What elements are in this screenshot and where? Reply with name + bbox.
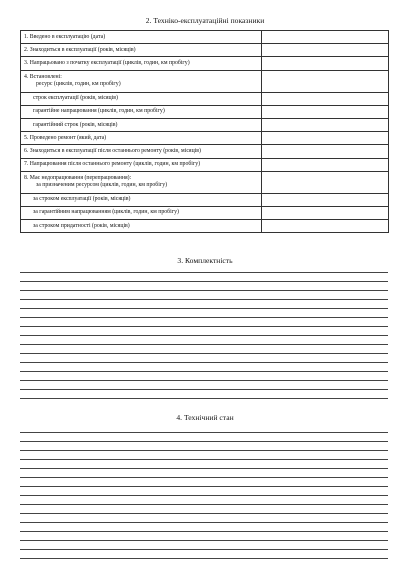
row-label: 8. Має недопрацювання (перепрацювання): bbox=[24, 175, 132, 182]
table-row bbox=[21, 132, 389, 145]
writing-line[interactable] bbox=[20, 299, 388, 300]
completeness-writing-lines[interactable] bbox=[20, 272, 388, 407]
table-row bbox=[21, 193, 389, 206]
writing-line[interactable] bbox=[20, 495, 388, 496]
row-label: за строком придатності (років, місяців) bbox=[21, 220, 262, 233]
table-row bbox=[21, 158, 389, 171]
value-cell[interactable] bbox=[262, 92, 389, 105]
table-row bbox=[21, 57, 389, 70]
writing-line[interactable] bbox=[20, 281, 388, 282]
writing-line[interactable] bbox=[20, 450, 388, 451]
writing-line[interactable] bbox=[20, 326, 388, 327]
writing-line[interactable] bbox=[20, 432, 388, 433]
writing-line[interactable] bbox=[20, 486, 388, 487]
value-cell[interactable] bbox=[262, 220, 389, 233]
row-label-group bbox=[21, 171, 262, 193]
writing-line[interactable] bbox=[20, 380, 388, 381]
table-row bbox=[21, 31, 389, 44]
writing-line[interactable] bbox=[20, 441, 388, 442]
writing-line[interactable] bbox=[20, 389, 388, 390]
writing-line[interactable] bbox=[20, 549, 388, 550]
table-row bbox=[21, 105, 389, 118]
writing-line[interactable] bbox=[20, 353, 388, 354]
writing-line[interactable] bbox=[20, 317, 388, 318]
writing-line[interactable] bbox=[20, 335, 388, 336]
row-sublabel: ресурс (циклів, годин, км пробігу) bbox=[36, 81, 121, 88]
writing-line[interactable] bbox=[20, 371, 388, 372]
value-cell[interactable] bbox=[262, 105, 389, 118]
value-cell[interactable] bbox=[262, 118, 389, 131]
section-4-title: 4. Технічний стан bbox=[176, 413, 234, 422]
writing-line[interactable] bbox=[20, 522, 388, 523]
writing-line[interactable] bbox=[20, 513, 388, 514]
writing-line[interactable] bbox=[20, 558, 388, 559]
section-3-title: 3. Комплектність bbox=[177, 256, 233, 265]
value-cell[interactable] bbox=[262, 44, 389, 57]
writing-line[interactable] bbox=[20, 308, 388, 309]
writing-line[interactable] bbox=[20, 477, 388, 478]
table-row bbox=[21, 220, 389, 233]
writing-line[interactable] bbox=[20, 344, 388, 345]
writing-line[interactable] bbox=[20, 504, 388, 505]
table-row bbox=[21, 70, 389, 92]
technical-parameters-table bbox=[20, 30, 389, 233]
table-row bbox=[21, 44, 389, 57]
value-cell[interactable] bbox=[262, 206, 389, 219]
writing-line[interactable] bbox=[20, 468, 388, 469]
row-label: 2. Знаходиться в експлуатації (років, місяців) bbox=[21, 44, 262, 57]
value-cell[interactable] bbox=[262, 31, 389, 44]
table-row bbox=[21, 92, 389, 105]
row-label-group bbox=[21, 70, 262, 92]
value-cell[interactable] bbox=[262, 158, 389, 171]
row-sublabel: за призначеним ресурсом (циклів, годин, км пробігу) bbox=[36, 182, 168, 189]
table-row bbox=[21, 206, 389, 219]
value-cell[interactable] bbox=[262, 145, 389, 158]
row-label: строк експлуатації (років, місяців) bbox=[21, 92, 262, 105]
row-label: за строком експлуатації (років, місяців) bbox=[21, 193, 262, 206]
table-row bbox=[21, 171, 389, 193]
value-cell[interactable] bbox=[262, 193, 389, 206]
value-cell[interactable] bbox=[262, 70, 389, 92]
writing-line[interactable] bbox=[20, 290, 388, 291]
row-label: 6. Знаходиться в експлуатації після останнього ремонту (років, місяців) bbox=[21, 145, 262, 158]
row-label: за гарантійним напрацюванням (циклів, годин, км пробігу) bbox=[21, 206, 262, 219]
value-cell[interactable] bbox=[262, 132, 389, 145]
table-row bbox=[21, 145, 389, 158]
writing-line[interactable] bbox=[20, 540, 388, 541]
row-label: 3. Напрацьовано з початку експлуатації (циклів, годин, км пробігу) bbox=[21, 57, 262, 70]
writing-line[interactable] bbox=[20, 362, 388, 363]
table-row bbox=[21, 118, 389, 131]
writing-line[interactable] bbox=[20, 398, 388, 399]
row-label: 7. Напрацювання після останнього ремонту (циклів, годин, км пробігу) bbox=[21, 158, 262, 171]
row-label: 4. Встановлені: bbox=[24, 74, 62, 81]
writing-line[interactable] bbox=[20, 272, 388, 273]
row-label: гарантійний строк (років, місяців) bbox=[21, 118, 262, 131]
writing-line[interactable] bbox=[20, 531, 388, 532]
row-label: 1. Введено в експлуатацію (дата) bbox=[21, 31, 262, 44]
section-2-title: 2. Техніко-експлуатаційні показники bbox=[145, 16, 265, 25]
row-label: гарантійне напрацювання (циклів, годин, км пробігу) bbox=[21, 105, 262, 118]
value-cell[interactable] bbox=[262, 57, 389, 70]
value-cell[interactable] bbox=[262, 171, 389, 193]
writing-line[interactable] bbox=[20, 459, 388, 460]
technical-condition-writing-lines[interactable] bbox=[20, 432, 388, 567]
row-label: 5. Проведено ремонт (який, дата) bbox=[21, 132, 262, 145]
